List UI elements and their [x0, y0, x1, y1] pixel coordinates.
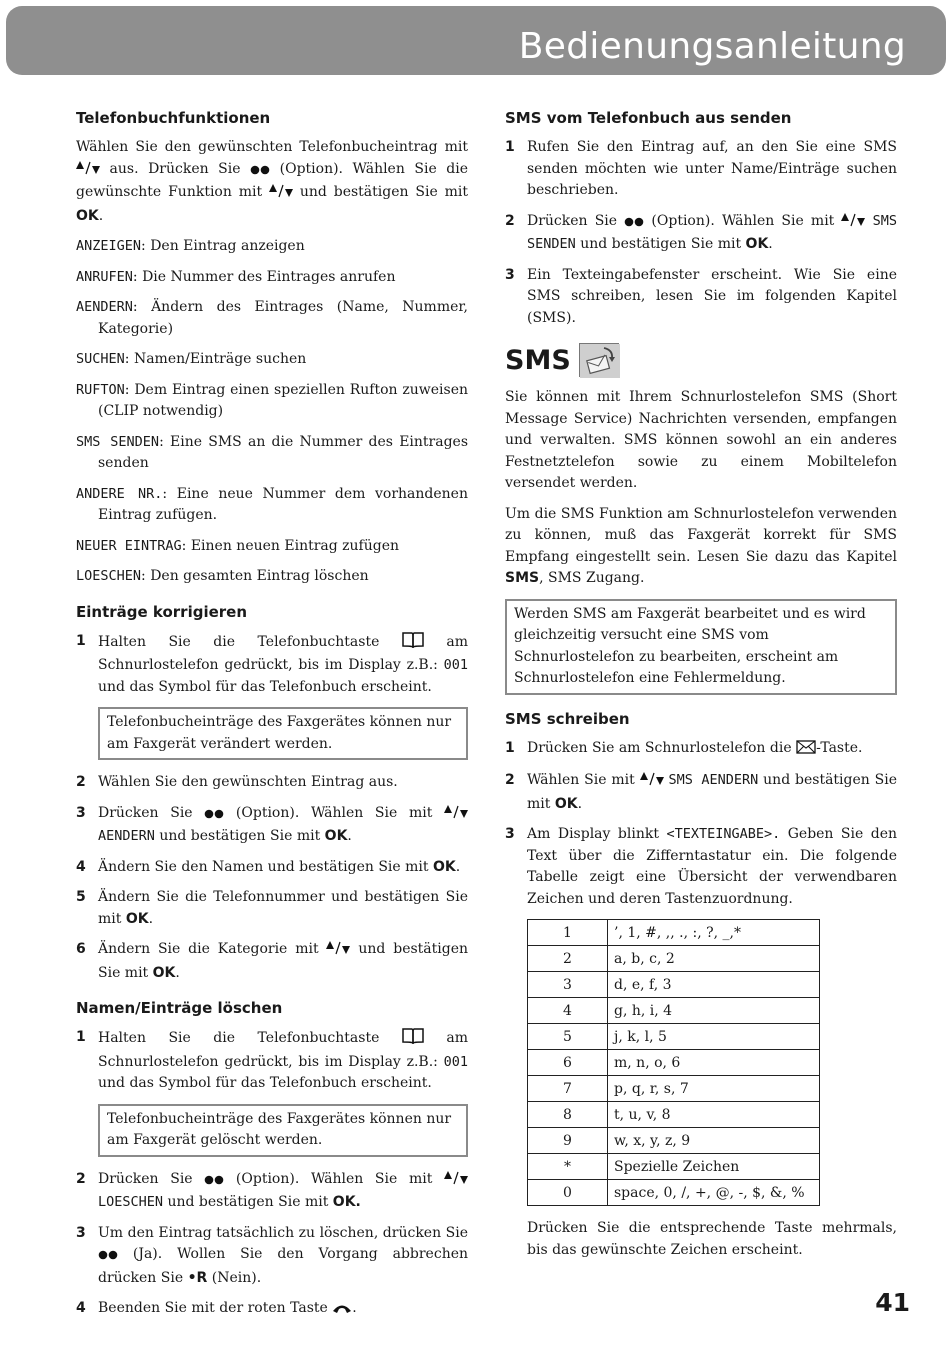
function-description: : Den gesamten Eintrag löschen: [141, 568, 369, 584]
paragraph-text: , SMS Zugang.: [539, 570, 645, 586]
display-code: LOESCHEN: [98, 1194, 164, 1210]
list-item: 1 Drücken Sie am Schnurlostelefon die -Taste.: [505, 738, 897, 762]
display-code: <TEXTEINGABE>.: [666, 826, 781, 842]
option-key-icon: [204, 1171, 224, 1193]
phonebook-icon: [402, 1027, 424, 1052]
list-item: 3 Um den Eintrag tatsächlich zu löschen, drücken Sie (Ja). Wollen Sie den Vorgang abbrechen drücken Sie •R (Nein).: [76, 1224, 469, 1286]
step-text: (Option). Wählen Sie mit: [235, 1170, 433, 1187]
function-description: : Ändern des Eintrages (Name, Nummer, Kategorie): [98, 299, 468, 337]
key-cell: 9: [528, 1128, 608, 1154]
r-key-label: •R: [187, 1269, 208, 1286]
step-text: (Option). Wählen Sie mit: [235, 804, 433, 821]
up-down-arrow-icon: [269, 184, 293, 206]
function-description: : Eine neue Nummer dem vorhandenen Eintrag zufügen.: [98, 485, 468, 523]
characters-cell: w, x, y, z, 9: [608, 1128, 820, 1154]
display-code: SMS AENDERN: [668, 772, 759, 788]
section-title-sms-schreiben: SMS schreiben: [505, 709, 630, 728]
function-keyword: SUCHEN: [76, 351, 125, 367]
list-item: 3 Ein Texteingabefenster erscheint. Wie Sie eine SMS schreiben, lesen Sie im folgenden Kapitel (SMS).: [505, 265, 897, 330]
function-keyword: LOESCHEN: [76, 568, 142, 584]
list-item: 2 Drücken Sie (Option). Wählen Sie mit SMS SENDEN und bestätigen Sie mit OK.: [505, 212, 898, 252]
display-code: AENDERN: [98, 828, 155, 844]
function-keyword: AENDERN: [76, 299, 133, 315]
table-row: [528, 1154, 820, 1180]
step-text: Drücken Sie: [527, 212, 618, 229]
function-description: : Die Nummer des Eintrages anrufen: [132, 268, 396, 285]
step-text: und bestätigen Sie mit: [98, 941, 469, 981]
list-item: 1 Rufen Sie den Eintrag auf, an den Sie eine SMS senden möchten wie unter Name/Einträge suchen beschrieben.: [505, 137, 897, 202]
paragraph-text: Um die SMS Funktion am Schnurlostelefon verwenden zu können, muß das Faxgerät korrekt für SMS Empfang eingestellt sein. Lesen Sie dazu das Kapitel: [505, 505, 897, 565]
key-cell: 2: [528, 946, 608, 972]
key-cell: *: [528, 1154, 608, 1180]
key-cell: 5: [528, 1024, 608, 1050]
key-cell: 7: [528, 1076, 608, 1102]
intro-text-b: aus. Drücken Sie: [109, 160, 241, 177]
option-key-icon: [250, 161, 270, 183]
ok-key-label: OK: [324, 828, 348, 844]
left-column: [76, 108, 468, 1331]
note-box: Telefonbucheinträge des Faxgerätes können nur am Faxgerät gelöscht werden.: [98, 1104, 468, 1157]
table-row: [528, 972, 820, 998]
function-keyword: ANZEIGEN: [76, 238, 142, 254]
function-definition: [76, 349, 468, 371]
table-row: [528, 1102, 820, 1128]
ok-key-label: OK: [554, 795, 578, 812]
ok-key-label: OK: [745, 236, 769, 252]
characters-cell: t, u, v, 8: [608, 1102, 820, 1128]
key-cell: 4: [528, 998, 608, 1024]
ok-key-label: OK: [76, 207, 99, 224]
characters-cell: d, e, f, 3: [608, 972, 820, 998]
table-row: [528, 920, 820, 946]
step-text: (Nein).: [211, 1269, 262, 1286]
up-down-arrow-icon: [76, 161, 100, 183]
list-item: 6 Ändern Sie die Kategorie mit und bestätigen Sie mit OK.: [76, 941, 469, 981]
function-description: : Den Eintrag anzeigen: [141, 238, 305, 254]
display-code: 001: [443, 657, 468, 673]
function-keyword: SMS SENDEN: [76, 433, 160, 450]
intro-text-c: (Option). Wählen Sie die gewünschte Funktion mit: [76, 160, 469, 200]
step-text: am Schnurlostelefon gedrückt, bis im Display z.B.:: [98, 633, 468, 673]
option-key-icon: [98, 1246, 118, 1268]
step-text: Rufen Sie den Eintrag auf, an den Sie eine SMS senden möchten wie unter Name/Einträge suchen beschrieben.: [527, 139, 897, 198]
step-text: Wählen Sie den gewünschten Eintrag aus.: [98, 774, 398, 790]
option-key-icon: [204, 805, 224, 827]
intro-paragraph: Wählen Sie den gewünschten Telefonbucheintrag mit aus. Drücken Sie (Option). Wählen Sie die gewünschte Funktion mit und bestätigen Sie mit OK.: [76, 139, 469, 224]
function-definitions: [76, 236, 468, 588]
key-cell: 0: [528, 1180, 608, 1206]
table-row: [528, 1180, 820, 1206]
step-text: Am Display blinkt: [527, 826, 659, 842]
section-title-eintraege-korrigieren: Einträge korrigieren: [76, 602, 248, 621]
up-down-arrow-icon: [640, 772, 664, 794]
section-title-sms-vom-telefonbuch: SMS vom Telefonbuch aus senden: [505, 109, 792, 127]
sms-setup-paragraph: [505, 504, 897, 590]
red-hangup-key-icon: [332, 1300, 352, 1322]
table-row: [528, 946, 820, 972]
characters-cell: Spezielle Zeichen: [608, 1154, 820, 1180]
list-item: 1 Halten Sie die Telefonbuchtaste am Schnurlostelefon gedrückt, bis im Display z.B.: 001 und das Symbol für das Telefonbuch erscheint.: [76, 1029, 468, 1091]
envelope-key-icon: [796, 740, 816, 762]
chapter-title: SMS: [505, 344, 571, 376]
table-outro: Drücken Sie die entsprechende Taste mehrmals, bis das gewünschte Zeichen erscheint.: [527, 1220, 897, 1258]
list-item: 4 Ändern Sie den Namen und bestätigen Sie mit OK.: [76, 858, 461, 875]
characters-cell: space, 0, /, +, @, -, $, &, %: [608, 1180, 820, 1206]
function-definition: [76, 380, 468, 423]
up-down-arrow-icon: [326, 941, 350, 963]
sms-intro-paragraph: Sie können mit Ihrem Schnurlostelefon SMS (Short Message Service) Nachrichten versenden, empfangen und verwalten. SMS können sowohl an ein anderes Festnetztelefon sowie zu einem Mobiltelefon versendet werden.: [505, 389, 897, 491]
chapter-reference: SMS: [505, 570, 540, 586]
list-item: 2 Drücken Sie (Option). Wählen Sie mit LOESCHEN und bestätigen Sie mit OK.: [76, 1169, 468, 1214]
step-text: und bestätigen Sie mit: [167, 1194, 329, 1210]
key-cell: 8: [528, 1102, 608, 1128]
characters-cell: m, n, o, 6: [608, 1050, 820, 1076]
function-keyword: NEUER EINTRAG: [76, 537, 182, 554]
sms-envelope-icon: [579, 343, 619, 377]
step-text: Ändern Sie die Telefonnummer und bestätigen Sie mit: [98, 889, 468, 927]
page-title: Bedienungsanleitung: [518, 26, 906, 67]
step-text: Geben Sie den Text über die Zifferntastatur ein. Die folgende Tabelle zeigt eine Übersicht der verwendbaren Zeichen und deren Tastenzuordnung.: [527, 826, 898, 907]
function-description: : Einen neuen Eintrag zufügen: [181, 537, 400, 554]
step-text: Ändern Sie den Namen und bestätigen Sie mit: [98, 858, 429, 875]
note-box: Werden SMS am Faxgerät bearbeitet und es wird gleichzeitig versucht eine SMS vom Schnurlostelefon zu bearbeiten, erscheint am Schnurlostelefon eine Fehlermeldung.: [505, 599, 897, 695]
character-table: [527, 919, 820, 1206]
up-down-arrow-icon: [444, 805, 468, 827]
ok-key-label: OK: [152, 964, 176, 981]
step-text: Halten Sie die Telefonbuchtaste: [98, 1030, 380, 1046]
step-text: und bestätigen Sie mit: [580, 236, 742, 252]
ok-key-label: OK: [125, 910, 149, 927]
option-key-icon: [624, 213, 644, 235]
table-row: [528, 998, 820, 1024]
intro-text-d: und bestätigen Sie mit: [299, 184, 468, 200]
function-definition: [76, 236, 468, 258]
list-item: 5 Ändern Sie die Telefonnummer und bestätigen Sie mit OK.: [76, 889, 468, 927]
key-cell: 3: [528, 972, 608, 998]
table-row: [528, 1050, 820, 1076]
table-row: [528, 1128, 820, 1154]
ok-key-label: OK: [432, 858, 456, 875]
function-keyword: RUFTON: [76, 381, 125, 398]
list-item: 3 Drücken Sie (Option). Wählen Sie mit AENDERN und bestätigen Sie mit OK.: [76, 803, 468, 848]
header-bar: [6, 6, 946, 75]
function-definition: [76, 566, 468, 588]
characters-cell: j, k, l, 5: [608, 1024, 820, 1050]
step-text: Beenden Sie mit der roten Taste: [98, 1300, 328, 1316]
list-item: 4 Beenden Sie mit der roten Taste .: [76, 1298, 468, 1322]
step-text: am Schnurlostelefon gedrückt, bis im Display z.B.:: [98, 1030, 468, 1070]
list-item: 3 Am Display blinkt <TEXTEINGABE>. Geben Sie den Text über die Zifferntastatur ein. Die folgende Tabelle zeigt eine Übersicht der verwendbaren Zeichen und deren Tastenzuordnung.: [505, 826, 898, 907]
list-item: 2 Wählen Sie mit SMS AENDERN und bestätigen Sie mit OK.: [505, 772, 897, 812]
step-text: und das Symbol für das Telefonbuch erscheint.: [98, 1075, 432, 1091]
function-definition: [76, 297, 468, 340]
step-text: (Option). Wählen Sie mit: [651, 212, 835, 229]
section-title-telefonbuchfunktionen: Telefonbuchfunktionen: [76, 109, 271, 127]
characters-cell: ’, 1, #, ,, ., :, ?, _,*: [608, 920, 820, 946]
display-code: 001: [443, 1053, 468, 1070]
step-text: Wählen Sie mit: [527, 772, 635, 788]
intro-text-a: Wählen Sie den gewünschten Telefonbucheintrag mit: [76, 139, 468, 155]
step-text: Ein Texteingabefenster erscheint. Wie Sie eine SMS schreiben, lesen Sie im folgenden Kapitel (SMS).: [527, 266, 897, 326]
step-text: und das Symbol für das Telefonbuch erscheint.: [98, 678, 432, 695]
step-text: Drücken Sie: [98, 804, 193, 821]
page-number: 41: [875, 1288, 910, 1317]
step-text: und bestätigen Sie mit: [159, 828, 321, 844]
up-down-arrow-icon: [841, 213, 865, 235]
step-text: Drücken Sie am Schnurlostelefon die: [527, 739, 792, 756]
function-definition: [76, 267, 468, 289]
table-row: [528, 1024, 820, 1050]
note-box: Telefonbucheinträge des Faxgerätes können nur am Faxgerät verändert werden.: [98, 707, 468, 760]
function-description: : Eine SMS an die Nummer des Eintrages senden: [98, 433, 468, 471]
step-text: Um den Eintrag tatsächlich zu löschen, drücken Sie: [98, 1224, 468, 1241]
key-cell: 1: [528, 920, 608, 946]
function-keyword: ANRUFEN: [76, 268, 133, 285]
step-text: Halten Sie die Telefonbuchtaste: [98, 633, 380, 650]
characters-cell: p, q, r, s, 7: [608, 1076, 820, 1102]
display-code: SMS SENDEN: [527, 212, 898, 252]
right-column: [505, 108, 897, 1270]
section-title-eintraege-loeschen: Namen/Einträge löschen: [76, 999, 283, 1017]
characters-cell: a, b, c, 2: [608, 946, 820, 972]
list-item: 2 Wählen Sie den gewünschten Eintrag aus.: [76, 772, 468, 794]
function-definition: [76, 536, 468, 558]
list-item: 1 Halten Sie die Telefonbuchtaste am Schnurlostelefon gedrückt, bis im Display z.B.: 001 und das Symbol für das Telefonbuch erscheint.: [76, 632, 468, 695]
function-description: : Namen/Einträge suchen: [124, 351, 307, 367]
step-text: Ändern Sie die Kategorie mit: [98, 941, 319, 957]
step-text: -Taste.: [816, 739, 863, 756]
sms-chapter-heading: [505, 343, 897, 377]
function-keyword: ANDERE NR.: [76, 485, 163, 502]
step-text: und bestätigen Sie mit: [527, 772, 897, 812]
ok-key-label: OK: [332, 1194, 356, 1210]
characters-cell: g, h, i, 4: [608, 998, 820, 1024]
function-definition: [76, 484, 468, 527]
key-cell: 6: [528, 1050, 608, 1076]
function-description: : Dem Eintrag einen speziellen Rufton zuweisen (CLIP notwendig): [98, 381, 468, 419]
step-text: (Ja). Wollen Sie den Vorgang abbrechen drücken Sie: [98, 1246, 469, 1286]
function-definition: [76, 432, 468, 475]
table-row: [528, 1076, 820, 1102]
phonebook-icon: [402, 631, 424, 656]
up-down-arrow-icon: [444, 1171, 468, 1193]
step-text: Drücken Sie: [98, 1170, 193, 1187]
